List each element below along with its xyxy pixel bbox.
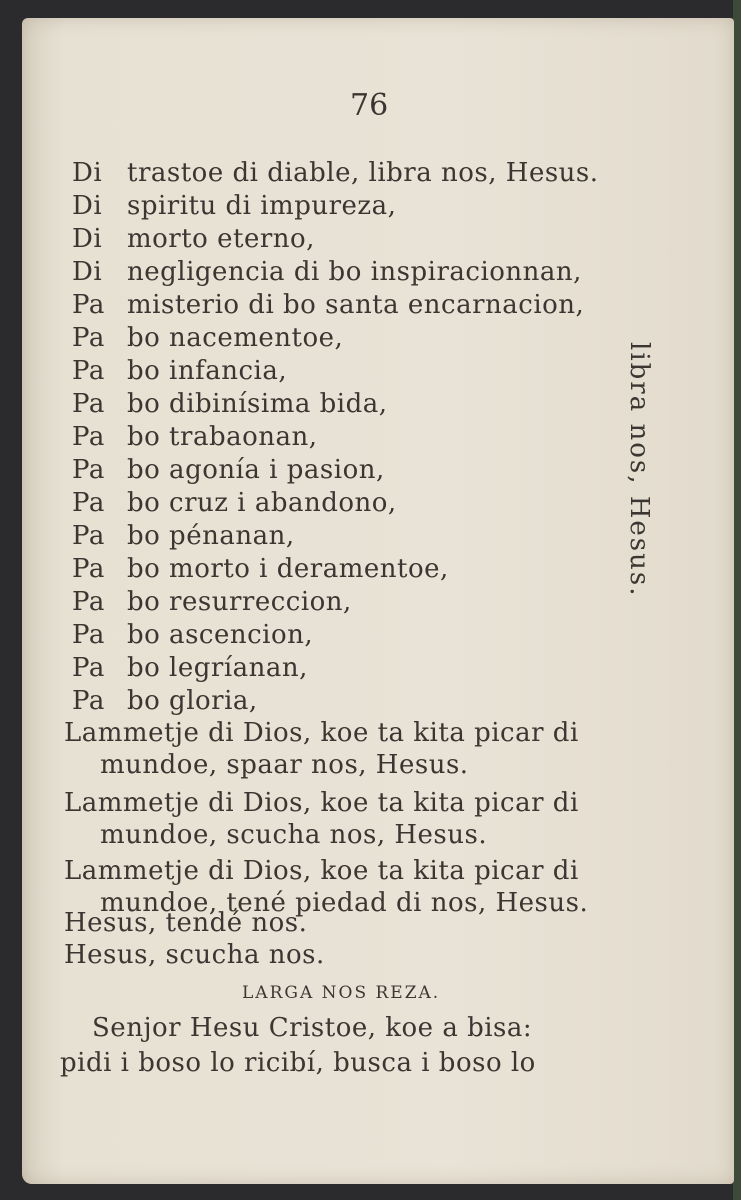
page-number: 76 [350, 88, 389, 123]
lamb-line: Lammetje di Dios, koe ta kita picar di [64, 856, 579, 886]
litany-line: Pa bo nacementoe, [72, 323, 344, 353]
closing-line: Hesus, tendé nos. [64, 908, 308, 938]
litany-line: Pa bo ascencion, [72, 620, 314, 650]
litany-line: Pa bo dibinísima bida, [72, 389, 388, 419]
prayer-line: Senjor Hesu Cristoe, koe a bisa: [92, 1013, 533, 1043]
litany-line: Pa bo pénanan, [72, 521, 295, 551]
litany-line: Pa misterio di bo santa encarnacion, [72, 290, 585, 320]
prayer-line: pidi i boso lo ricibí, busca i boso lo [60, 1048, 536, 1078]
vertical-refrain: libra nos, Hesus. [624, 342, 654, 598]
litany-line: Di negligencia di bo inspiracionnan, [72, 257, 582, 287]
lamb-line: Lammetje di Dios, koe ta kita picar di [64, 718, 579, 748]
lamb-line-continued: mundoe, tené piedad di nos, Hesus. [100, 888, 589, 918]
book-page [22, 18, 734, 1184]
litany-line: Pa bo cruz i abandono, [72, 488, 397, 518]
litany-line: Di spiritu di impureza, [72, 191, 397, 221]
litany-line: Pa bo gloria, [72, 686, 258, 716]
section-heading: LARGA NOS REZA. [242, 983, 441, 1003]
litany-line: Di morto eterno, [72, 224, 315, 254]
lamb-line-continued: mundoe, spaar nos, Hesus. [100, 750, 469, 780]
litany-line: Pa bo agonía i pasion, [72, 455, 385, 485]
litany-line: Pa bo resurreccion, [72, 587, 352, 617]
closing-line: Hesus, scucha nos. [64, 940, 325, 970]
litany-line: Di trastoe di diable, libra nos, Hesus. [72, 158, 599, 188]
litany-line: Pa bo morto i deramentoe, [72, 554, 449, 584]
litany-line: Pa bo trabaonan, [72, 422, 318, 452]
litany-line: Pa bo infancia, [72, 356, 288, 386]
lamb-line-continued: mundoe, scucha nos, Hesus. [100, 820, 488, 850]
lamb-line: Lammetje di Dios, koe ta kita picar di [64, 788, 579, 818]
book-edge [733, 0, 741, 1200]
litany-line: Pa bo legríanan, [72, 653, 308, 683]
